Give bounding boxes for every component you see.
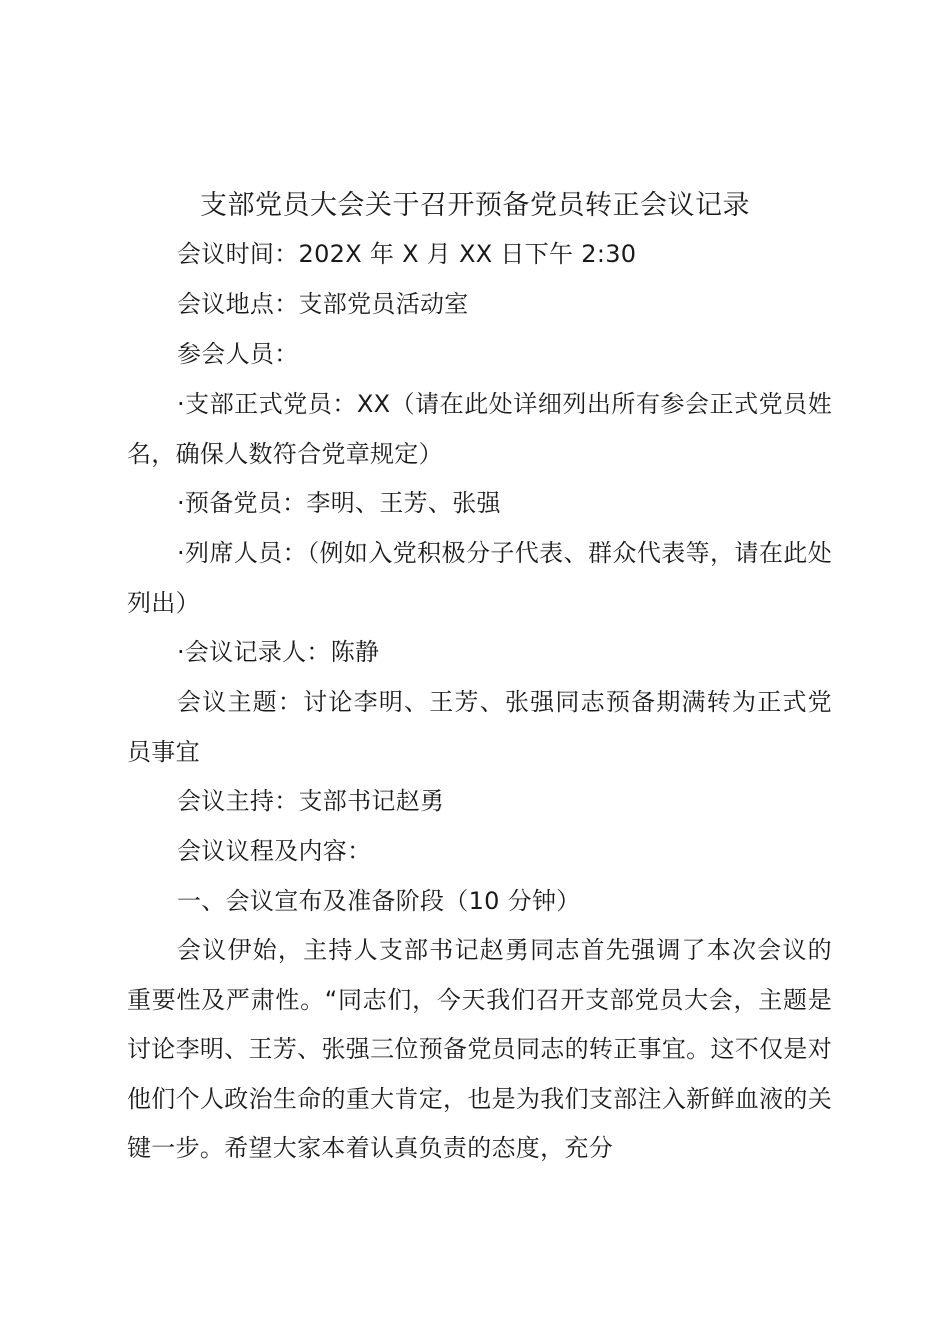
attendees-heading: 参会人员： xyxy=(177,340,299,368)
meeting-host: 会议主持：支部书记赵勇 xyxy=(177,787,445,815)
document-title: 支部党员大会关于召开预备党员转正会议记录 xyxy=(200,190,750,221)
section-heading-1: 一、会议宣布及准备阶段（10 分钟） xyxy=(177,887,581,915)
recorder: ·会议记录人：陈静 xyxy=(177,638,380,666)
body-paragraph-1: 会议伊始，主持人支部书记赵勇同志首先强调了本次会议的重要性及严肃性。“同志们，今天我们召开支部党员大会，主题是讨论李明、王芳、张强三位预备党员同志的转正事宜。这不仅是对他们个人政治生命的重大肯定，也是为我们支部注入新鲜血液的关键一步。希望大家本着认真负责的态度，充分 xyxy=(127,936,832,1162)
meeting-theme: 会议主题：讨论李明、王芳、张强同志预备期满转为正式党员事宜 xyxy=(127,688,832,766)
probationary-members: ·预备党员：李明、王芳、张强 xyxy=(177,489,501,517)
meeting-place: 会议地点：支部党员活动室 xyxy=(177,290,469,318)
formal-members: ·支部正式党员：XX（请在此处详细列出所有参会正式党员姓名，确保人数符合党章规定） xyxy=(127,390,832,468)
observers: ·列席人员：（例如入党积极分子代表、群众代表等，请在此处列出） xyxy=(127,539,832,617)
agenda-heading: 会议议程及内容： xyxy=(177,837,372,865)
meeting-time: 会议时间：202X 年 X 月 XX 日下午 2:30 xyxy=(177,240,637,268)
